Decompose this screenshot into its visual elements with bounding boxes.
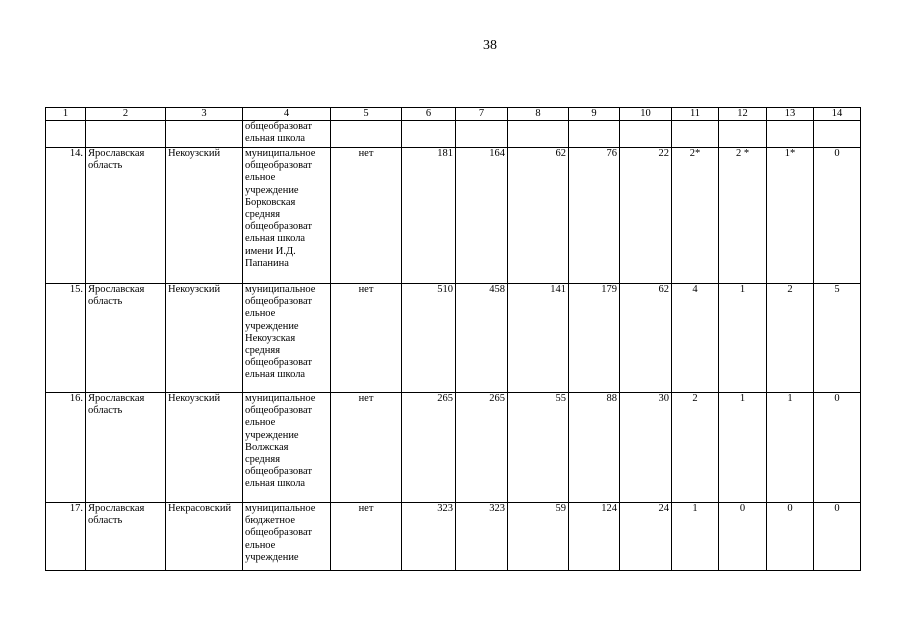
value-cell: 323 — [402, 503, 456, 571]
table-cell — [719, 121, 767, 148]
table-cell — [672, 121, 719, 148]
header-cell: 6 — [402, 108, 456, 121]
row-number: 16. — [46, 393, 86, 503]
header-cell: 3 — [166, 108, 243, 121]
value-cell: 0 — [719, 503, 767, 571]
table-cell — [331, 121, 402, 148]
header-cell: 12 — [719, 108, 767, 121]
value-cell: 1 — [719, 393, 767, 503]
page-number: 38 — [483, 38, 497, 53]
value-cell: 2 — [672, 393, 719, 503]
header-cell: 13 — [767, 108, 814, 121]
header-cell: 7 — [456, 108, 508, 121]
value-cell: 141 — [508, 284, 569, 393]
value-cell: 164 — [456, 148, 508, 284]
district-cell: Некрасовский — [166, 503, 243, 571]
value-cell: 4 — [672, 284, 719, 393]
table-cell — [46, 121, 86, 148]
table-cell — [402, 121, 456, 148]
value-cell: 88 — [569, 393, 620, 503]
header-cell: 10 — [620, 108, 672, 121]
value-cell: 2* — [672, 148, 719, 284]
table-cell — [243, 121, 331, 148]
table-cell — [456, 121, 508, 148]
value-cell: 265 — [402, 393, 456, 503]
region-cell: Ярославская область — [86, 393, 166, 503]
table-cell — [767, 121, 814, 148]
header-cell: 8 — [508, 108, 569, 121]
table-row — [46, 503, 861, 571]
value-cell: 1 — [672, 503, 719, 571]
value-cell: 55 — [508, 393, 569, 503]
value-cell: 179 — [569, 284, 620, 393]
school-name-continued: общеобразоват ельная школа — [245, 121, 312, 145]
value-cell: 323 — [456, 503, 508, 571]
header-cell: 5 — [331, 108, 402, 121]
district-cell: Некоузский — [166, 393, 243, 503]
value-cell: 0 — [814, 393, 861, 503]
table-cell — [166, 121, 243, 148]
header-cell: 1 — [46, 108, 86, 121]
value-cell: 24 — [620, 503, 672, 571]
school-name-cell: муниципальное общеобразоват ельное учреждение Некоузская средняя общеобразоват ельная школа — [243, 284, 331, 393]
header-cell: 2 — [86, 108, 166, 121]
header-cell: 11 — [672, 108, 719, 121]
header-cell: 9 — [569, 108, 620, 121]
value-cell: 1 — [767, 393, 814, 503]
value-cell: нет — [331, 503, 402, 571]
header-cell: 14 — [814, 108, 861, 121]
region-cell: Ярославская область — [86, 284, 166, 393]
value-cell: 62 — [620, 284, 672, 393]
district-cell: Некоузский — [166, 148, 243, 284]
value-cell: 1 — [719, 284, 767, 393]
value-cell: нет — [331, 284, 402, 393]
value-cell: 30 — [620, 393, 672, 503]
value-cell: нет — [331, 148, 402, 284]
table-cell — [86, 121, 166, 148]
table-cell — [620, 121, 672, 148]
value-cell: 0 — [814, 148, 861, 284]
value-cell: 62 — [508, 148, 569, 284]
table-row — [46, 148, 861, 284]
school-name-cell: муниципальное общеобразоват ельное учреждение Волжская средняя общеобразоват ельная школа — [243, 393, 331, 503]
value-cell: 22 — [620, 148, 672, 284]
value-cell: 510 — [402, 284, 456, 393]
value-cell: 265 — [456, 393, 508, 503]
value-cell: 181 — [402, 148, 456, 284]
value-cell: 76 — [569, 148, 620, 284]
value-cell: 0 — [767, 503, 814, 571]
value-cell: 124 — [569, 503, 620, 571]
region-cell: Ярославская область — [86, 503, 166, 571]
table-cell — [569, 121, 620, 148]
row-number: 17. — [46, 503, 86, 571]
value-cell: 59 — [508, 503, 569, 571]
value-cell: 458 — [456, 284, 508, 393]
school-table — [45, 107, 861, 571]
column-number-row — [46, 108, 861, 121]
continuation-row — [46, 121, 861, 148]
header-cell: 4 — [243, 108, 331, 121]
school-name-cell: муниципальное бюджетное общеобразоват ельное учреждение — [243, 503, 331, 571]
table-cell — [508, 121, 569, 148]
district-cell: Некоузский — [166, 284, 243, 393]
value-cell: 1* — [767, 148, 814, 284]
row-number: 14. — [46, 148, 86, 284]
value-cell: 0 — [814, 503, 861, 571]
value-cell: 2 * — [719, 148, 767, 284]
value-cell: 5 — [814, 284, 861, 393]
value-cell: 2 — [767, 284, 814, 393]
row-number: 15. — [46, 284, 86, 393]
school-name-cell: муниципальное общеобразоват ельное учреждение Борковская средняя общеобразоват ельная школа имени И.Д. Папанина — [243, 148, 331, 284]
table-row — [46, 284, 861, 393]
table-cell — [814, 121, 861, 148]
value-cell: нет — [331, 393, 402, 503]
table-row — [46, 393, 861, 503]
region-cell: Ярославская область — [86, 148, 166, 284]
